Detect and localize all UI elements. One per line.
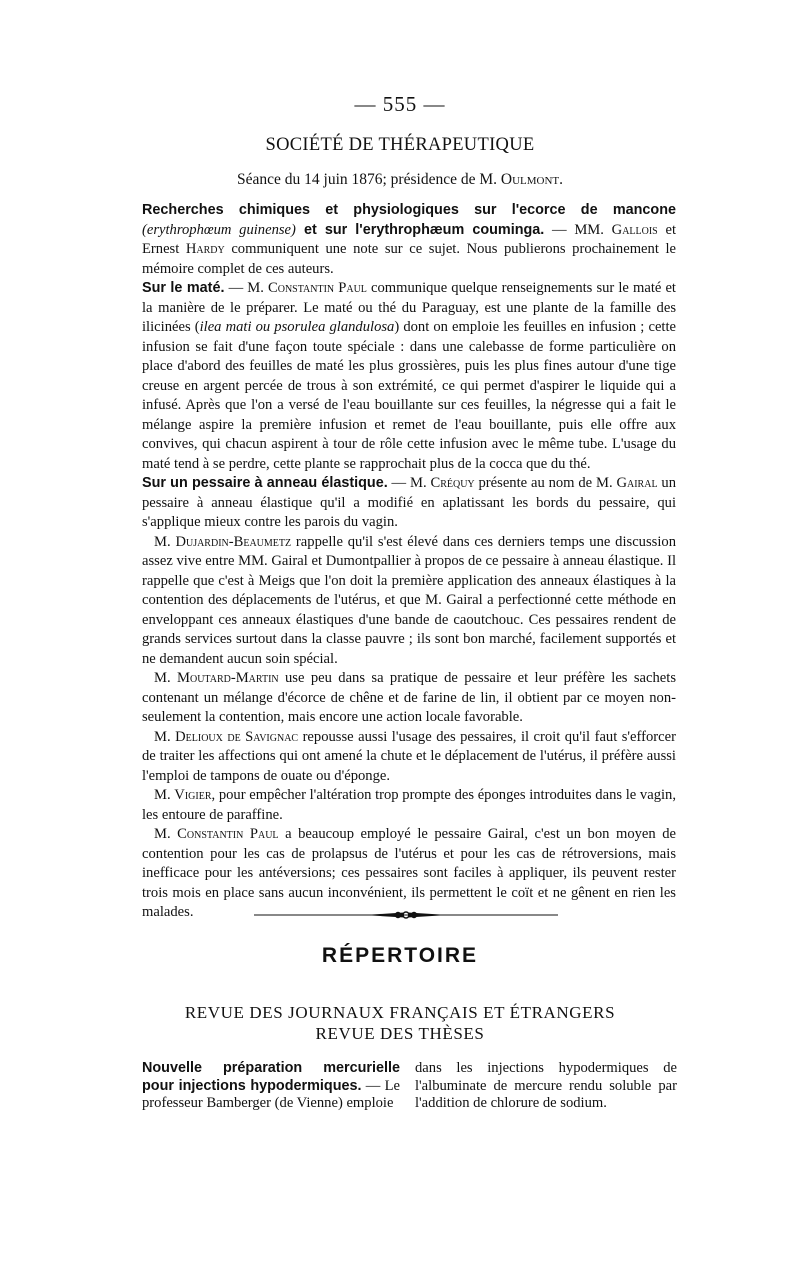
text: communique quelque renseignements sur le maté et la manière de le préparer. Le maté ou thé du Paraguay, est une plante de la famille des ilicinées ( xyxy=(142,280,676,335)
section-header: SOCIÉTÉ DE THÉRAPEUTIQUE xyxy=(265,135,535,155)
paragraph-title: Sur le maté. xyxy=(142,280,225,296)
bottom-right-column xyxy=(415,1060,677,1113)
paragraph-title: Sur un pessaire à anneau élastique. xyxy=(142,475,388,491)
paragraph-delioux xyxy=(142,728,676,787)
prefix: M. xyxy=(154,728,176,745)
prefix: M. xyxy=(154,826,178,842)
paragraph-mate xyxy=(142,279,676,474)
author-name: Créquy xyxy=(430,475,475,491)
text: et Ernest xyxy=(142,221,677,257)
paragraph-mancone xyxy=(142,201,676,279)
entry-paragraph xyxy=(142,1060,400,1113)
text: use peu dans sa pratique de pessaire et leur préfère les sachets contenant un mélange d'écorce de chêne et de farine de lin, il obtient par ce moyen non-seulement la contention, mais encore une action locale favorable. xyxy=(142,670,676,725)
paragraph-moutard xyxy=(142,669,676,728)
entry-title: Nouvelle préparation mercurielle pour injections hypodermiques. xyxy=(142,1060,400,1094)
author-name: Delioux de Savignac xyxy=(175,728,299,745)
session-text: Séance du 14 juin 1876; présidence de M. xyxy=(237,171,501,188)
paragraph-title: Recherches chimiques et physiologiques sur l'ecorce de mancone xyxy=(142,202,676,218)
text: , pour empêcher l'altération trop prompte des éponges introduites dans le vagin, les entoure de paraffine. xyxy=(142,787,676,823)
author-name: Vigier xyxy=(174,787,212,803)
article-body xyxy=(142,201,676,923)
prefix: M. xyxy=(154,533,176,550)
author-name: Gallois xyxy=(611,221,658,238)
paragraph-vigier xyxy=(142,786,676,825)
dash: — MM. xyxy=(544,221,612,238)
text: communiquent une note sur ce sujet. Nous publierons prochainement le mémoire complet de ces auteurs. xyxy=(142,241,676,277)
text: a beaucoup employé le pessaire Gairal, c'est un bon moyen de contention pour les cas de prolapsus de l'utérus et pour les cas de rétroversions, mais inefficace pour les antéversions; ces pessaires sont faciles à appliquer, ils peuvent rester trois mois en place sans aucun inconvénient, ils permettent le coït et ne gênent en rien les malades. xyxy=(142,826,676,920)
revue-heading: REVUE DES JOURNAUX FRANÇAIS ET ÉTRANGERS xyxy=(184,1003,616,1022)
paragraph-title-cont: et sur l'erythrophæum couminga. xyxy=(295,221,545,238)
author-name: Constantin Paul xyxy=(177,826,279,842)
text: rappelle qu'il s'est élevé dans ces derniers temps une discussion assez vive entre MM. Gairal et Dumontpallier à propos de ce pessaire à anneau élastique. Il rappelle que c'est à Meigs que l'on doit la première application des anneaux élastiques à la contention des déplacements de l'utérus, et que M. Gairal a perfectionné cette méthode en enveloppant ces anneaux élastiques d'une bande de caoutchouc. Ces pessaires rendent de grands services surtout dans la classe pauvre ; ils sont bon marché, facilement supportés et ne demandent aucun soin spécial. xyxy=(142,533,676,667)
paragraph-dujardin xyxy=(142,533,676,670)
ornamental-divider xyxy=(254,910,558,920)
dash: — Le professeur xyxy=(142,1077,400,1111)
author-name: Hardy xyxy=(185,241,225,257)
entry-continuation: dans les injections hypodermiques de l'albuminate de mercure rendu soluble par l'addition de chlorure de sodium. xyxy=(415,1060,677,1111)
paragraph-constantin xyxy=(142,825,676,923)
bottom-left-column xyxy=(142,1060,400,1113)
revue-subheading: REVUE DES THÈSES xyxy=(315,1024,485,1043)
session-end: . xyxy=(559,171,563,188)
author-name: Moutard-Martin xyxy=(177,670,279,686)
author-name: Dujardin-Beaumetz xyxy=(175,533,292,550)
author-name: Gairal xyxy=(616,475,658,491)
text: présente au nom de M. xyxy=(474,475,617,491)
prefix: M. xyxy=(154,670,177,686)
page-number: — 555 — xyxy=(354,92,446,116)
text: repousse aussi l'usage des pessaires, il croit qu'il faut s'efforcer de traiter les affections qui ont amené la chute et le déplacement de l'utérus, il préfère aussi l'emploi de tampons de ouate ou d'éponge. xyxy=(142,728,676,784)
scientific-name: (erythrophœum guinense) xyxy=(142,221,296,238)
dash: — M. xyxy=(387,475,431,491)
author-name: Bamberger xyxy=(206,1095,272,1111)
prefix: M. xyxy=(154,787,175,803)
dash: — M. xyxy=(224,280,268,296)
author-name: Constantin Paul xyxy=(267,280,367,296)
text: (de Vienne) emploie xyxy=(271,1095,394,1111)
paragraph-pessaire xyxy=(142,474,676,533)
repertoire-heading: RÉPERTOIRE xyxy=(321,944,479,967)
text: un pessaire à anneau élastique qu'il a modifié en aplatissant les bords du pessaire, qui s'applique mieux contre les parois du vagin. xyxy=(142,475,676,530)
scientific-name: ilea mati ou psorulea glandulosa xyxy=(199,319,395,335)
text: ) dont on emploie les feuilles en infusion ; cette infusion se fait d'une façon toute spéciale : dans une calebasse de forme particulière on place d'abord des feuilles de maté les plus grossières, puis les plus fines autour d'une tige creuse en argent percée de trous à son extrémité, ce qui permet d'aspirer le liquide qui a infusé. Après que l'on a versé de l'eau bouillante sur ces feuilles, la négresse qui a fait le mélange aspire la première infusion et remet de l'eau bouillante, puis elle offre aux convives, qui chacun aspirent à tour de rôle cette infusion avec le même tube. L'usage du maté tend à se perdre, cette plante se rapprochait plus de la cocca que du thé. xyxy=(142,319,677,472)
session-line xyxy=(0,171,800,189)
president-name: Oulmont xyxy=(500,171,560,188)
